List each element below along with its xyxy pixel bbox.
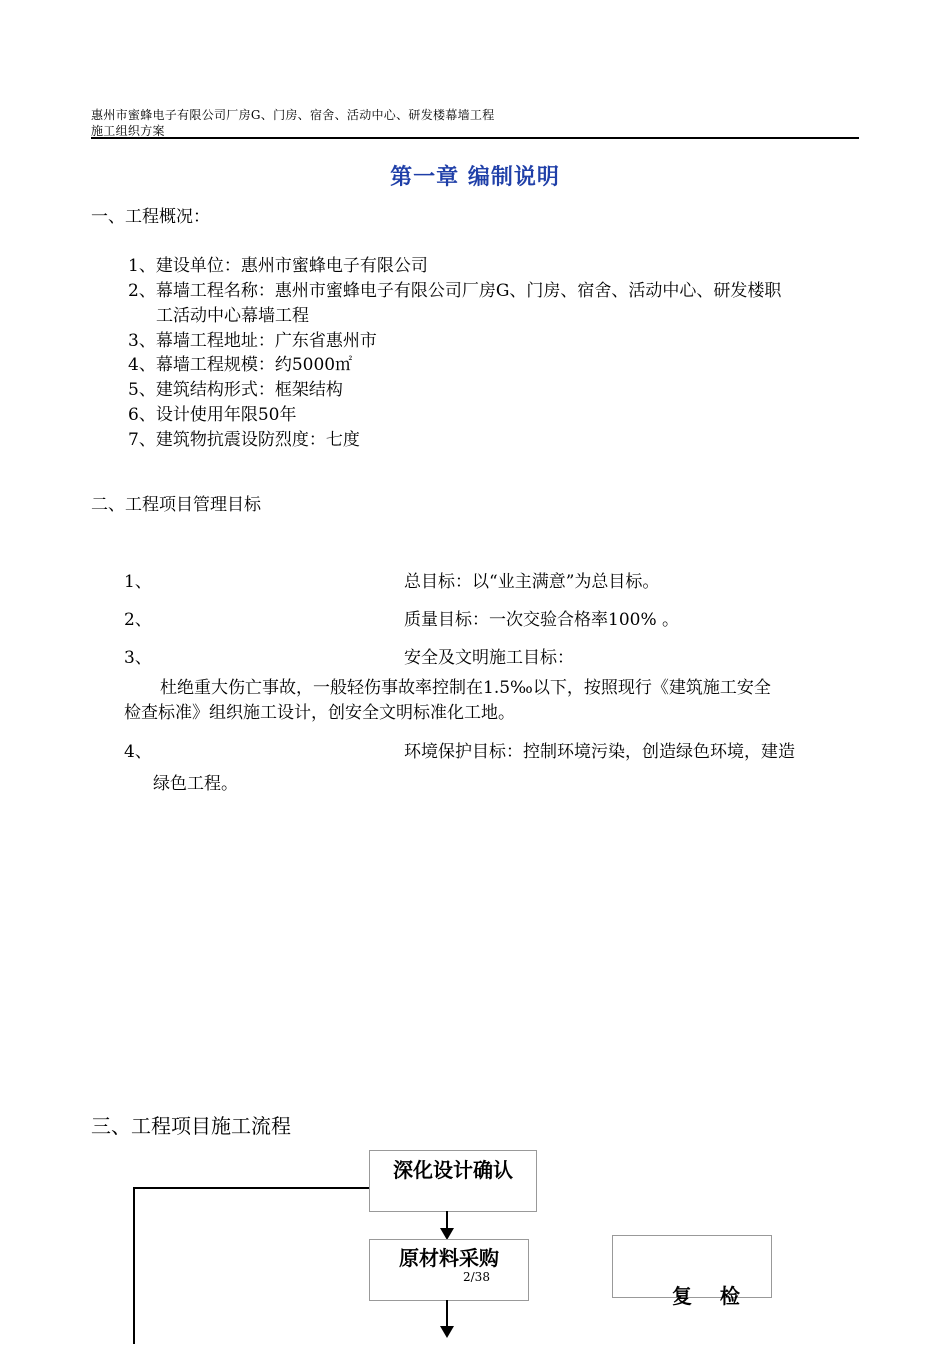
goal-3-text: 安全及文明施工目标： bbox=[404, 648, 574, 668]
goal-4-text: 环境保护目标：控制环境污染，创造绿色环境，建造 bbox=[404, 742, 795, 762]
flow-loop-left-line bbox=[133, 1187, 135, 1344]
goal-4-number: 4、 bbox=[124, 742, 152, 762]
flow-step-material-purchase bbox=[369, 1239, 529, 1301]
flow-step-material-purchase-label: 原材料采购 bbox=[399, 1246, 499, 1270]
flow-step-recheck-label: 复 检 bbox=[672, 1284, 740, 1308]
overview-item-2-cont: 工活动中心幕墙工程 bbox=[156, 306, 309, 326]
overview-item-7: 7、建筑物抗震设防烈度：七度 bbox=[128, 430, 360, 450]
goal-2-number: 2、 bbox=[124, 610, 152, 630]
header-doc-title: 施工组织方案 bbox=[91, 124, 165, 138]
chapter-title: 第一章 编制说明 bbox=[390, 165, 560, 190]
goal-1-text: 总目标：以“业主满意”为总目标。 bbox=[404, 572, 660, 592]
header-project-title: 惠州市蜜蜂电子有限公司厂房G、门房、宿舍、活动中心、研发楼幕墙工程 bbox=[91, 108, 495, 122]
section-3-title: 三、工程项目施工流程 bbox=[91, 1114, 291, 1138]
section-2-title: 二、工程项目管理目标 bbox=[91, 495, 261, 515]
goal-3-number: 3、 bbox=[124, 648, 152, 668]
safety-paragraph-line-1: 杜绝重大伤亡事故，一般轻伤事故率控制在1.5‰以下，按照现行《建筑施工安全 bbox=[160, 678, 771, 698]
flow-step-recheck bbox=[612, 1235, 772, 1308]
section-1-title: 一、工程概况： bbox=[91, 207, 210, 227]
page-number: 2/38 bbox=[463, 1270, 490, 1284]
overview-item-5: 5、建筑结构形式：框架结构 bbox=[128, 380, 343, 400]
goal-2-text: 质量目标：一次交验合格率100% 。 bbox=[404, 610, 680, 630]
flow-step-design-confirm-label: 深化设计确认 bbox=[393, 1158, 513, 1182]
flow-step-design-confirm bbox=[369, 1150, 537, 1212]
overview-item-6: 6、设计使用年限50年 bbox=[128, 405, 297, 425]
flow-arrow-2-head bbox=[440, 1326, 454, 1338]
overview-item-3: 3、幕墙工程地址：广东省惠州市 bbox=[128, 331, 377, 351]
overview-item-1: 1、建设单位：惠州市蜜蜂电子有限公司 bbox=[128, 256, 428, 276]
goal-4-text-cont: 绿色工程。 bbox=[153, 774, 238, 794]
overview-item-2: 2、幕墙工程名称：惠州市蜜蜂电子有限公司厂房G、门房、宿舍、活动中心、研发楼职 bbox=[128, 281, 782, 301]
safety-paragraph-line-2: 检查标准》组织施工设计，创安全文明标准化工地。 bbox=[124, 703, 515, 723]
overview-item-4: 4、幕墙工程规模：约5000㎡ bbox=[128, 355, 353, 375]
header-rule bbox=[91, 137, 859, 139]
goal-1-number: 1、 bbox=[124, 572, 152, 592]
flow-loop-top-line bbox=[133, 1187, 369, 1189]
